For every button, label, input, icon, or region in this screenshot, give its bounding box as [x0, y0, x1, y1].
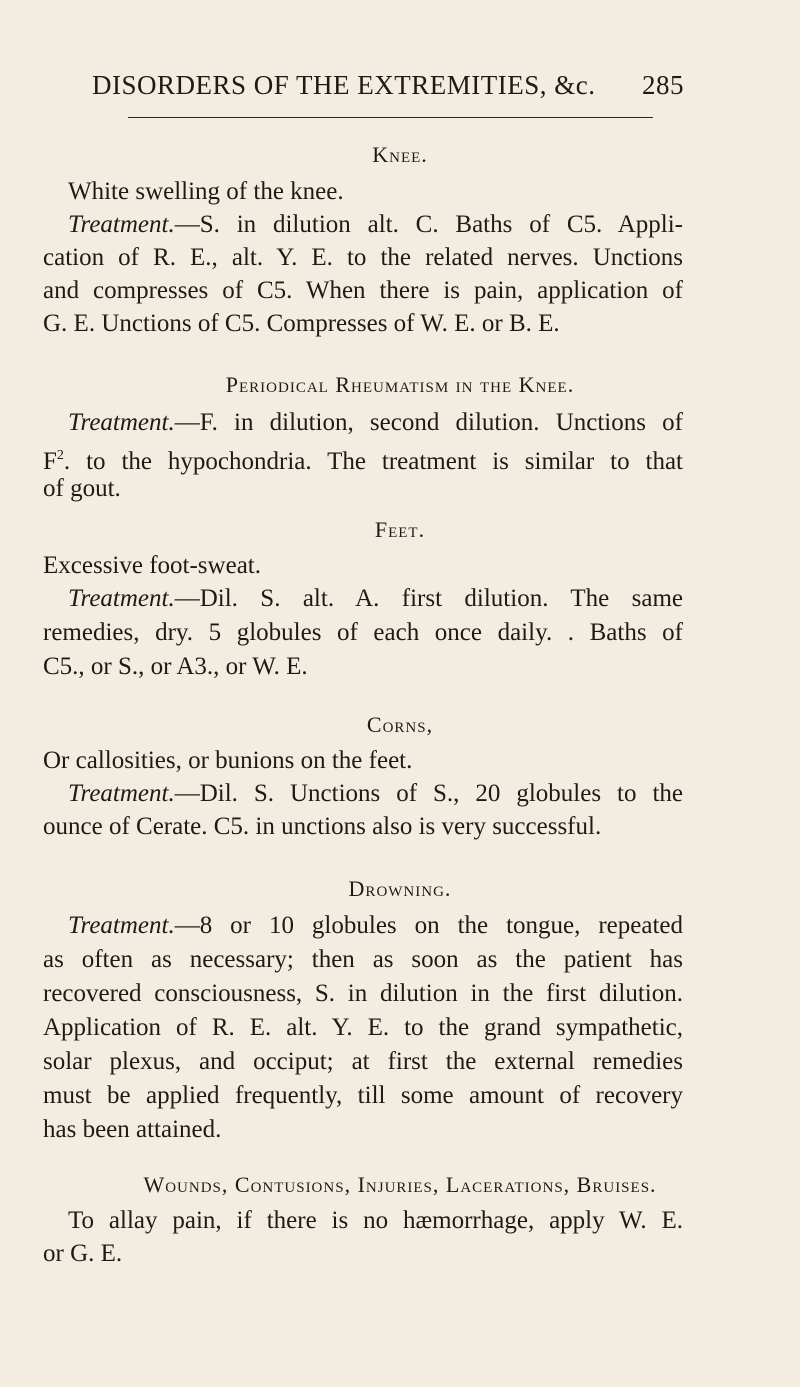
treatment-label: Treatment.: [68, 409, 175, 436]
drowning-line-5: solar plexus, and occiput; at first the external remedies: [43, 1048, 683, 1075]
treatment-label: Treatment.: [68, 211, 175, 238]
section-heading-wounds: Wounds, Contusions, Injuries, Lacerations, Bruises.: [143, 1172, 657, 1197]
knee-line-5: G. E. Unctions of C5. Compresses of W. E. or B. E.: [43, 310, 560, 337]
knee-line-4: and compresses of C5. When there is pain, application of: [43, 277, 683, 304]
page-number: 285: [642, 70, 684, 100]
section-heading-periodical-rheumatism: Periodical Rheumatism in the Knee.: [225, 372, 575, 397]
periodical-line-2-text: . to the hypochondria. The treatment is similar to that: [63, 448, 683, 475]
feet-line-3: remedies, dry. 5 globules of each once daily. . Baths of: [43, 619, 683, 646]
periodical-line-2-f: F: [43, 448, 57, 475]
feet-line-2-text: —Dil. S. alt. A. first dilution. The same: [174, 585, 683, 612]
corns-line-2-text: —Dil. S. Unctions of S., 20 globules to the: [174, 780, 683, 807]
knee-line-1: White swelling of the knee.: [68, 178, 344, 205]
drowning-line-7: has been attained.: [43, 1116, 222, 1143]
feet-line-1: Excessive foot-sweat.: [43, 552, 261, 579]
drowning-line-4: Application of R. E. alt. Y. E. to the grand sympathetic,: [43, 1014, 683, 1041]
treatment-label: Treatment.: [68, 780, 175, 807]
feet-line-2: [68, 584, 683, 614]
treatment-label: Treatment.: [68, 912, 175, 939]
section-heading-corns: Corns,: [366, 712, 434, 737]
periodical-line-1: [68, 408, 683, 438]
corns-line-1: Or callosities, or bunions on the feet.: [43, 747, 413, 774]
section-heading-knee: Knee.: [372, 142, 428, 167]
drowning-line-1-text: —8 or 10 globules on the tongue, repeated: [174, 912, 683, 939]
treatment-label: Treatment.: [68, 585, 175, 612]
section-heading-drowning: Drowning.: [348, 876, 452, 901]
header-rule: [128, 117, 653, 118]
running-head-title: DISORDERS OF THE EXTREMITIES, &c.: [92, 70, 596, 100]
knee-line-2: [68, 210, 683, 240]
drowning-line-2: as often as necessary; then as soon as the patient has: [43, 946, 683, 973]
knee-line-3: cation of R. E., alt. Y. E. to the related nerves. Unctions: [43, 244, 683, 271]
section-heading-feet: Feet.: [374, 517, 426, 542]
wounds-line-1: To allay pain, if there is no hæmorrhage, apply W. E.: [68, 1207, 683, 1234]
wounds-line-2: or G. E.: [43, 1240, 123, 1267]
feet-line-4: C5., or S., or A3., or W. E.: [43, 653, 308, 680]
running-head: [92, 70, 684, 110]
corns-line-3: ounce of Cerate. C5. in unctions also is very successful.: [43, 813, 602, 840]
superscript: 2: [56, 448, 64, 463]
periodical-line-3: of gout.: [43, 475, 121, 502]
periodical-line-1-text: —F. in dilution, second dilution. Unctions of: [174, 409, 683, 436]
drowning-line-1: [68, 911, 683, 941]
drowning-line-3: recovered consciousness, S. in dilution in the first dilution.: [43, 980, 683, 1007]
corns-line-2: [68, 779, 683, 809]
knee-line-2-text: —S. in dilution alt. C. Baths of C5. Appli-: [174, 211, 683, 238]
drowning-line-6: must be applied frequently, till some amount of recovery: [43, 1082, 683, 1109]
periodical-line-2: [43, 441, 683, 477]
